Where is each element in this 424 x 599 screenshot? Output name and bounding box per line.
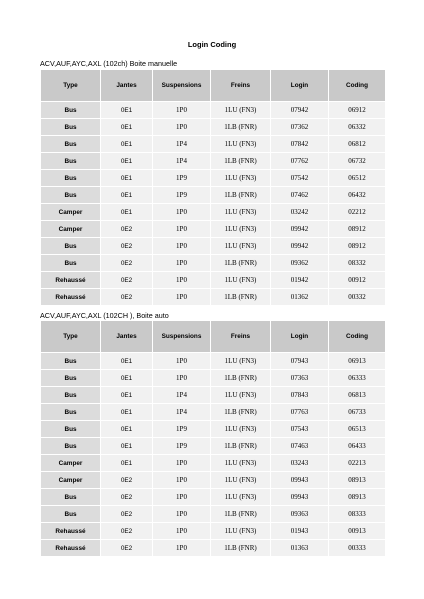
cell-freins: 1LB (FNR) — [211, 438, 271, 455]
table-row — [41, 404, 386, 421]
cell-jantes: 0E2 — [101, 489, 153, 506]
cell-login: 07462 — [271, 187, 329, 204]
table-row — [41, 455, 386, 472]
cell-suspensions: 1P9 — [153, 421, 211, 438]
cell-type: Bus — [41, 136, 101, 153]
cell-type: Camper — [41, 221, 101, 238]
cell-jantes: 0E2 — [101, 523, 153, 540]
cell-suspensions: 1P0 — [153, 221, 211, 238]
cell-suspensions: 1P0 — [153, 540, 211, 557]
table-row — [41, 204, 386, 221]
cell-coding: 06812 — [329, 136, 386, 153]
cell-coding: 08913 — [329, 472, 386, 489]
cell-type: Rehaussé — [41, 289, 101, 306]
cell-coding: 08333 — [329, 506, 386, 523]
cell-freins: 1LU (FN3) — [211, 421, 271, 438]
cell-freins: 1LB (FNR) — [211, 255, 271, 272]
cell-jantes: 0E1 — [101, 455, 153, 472]
cell-suspensions: 1P9 — [153, 170, 211, 187]
cell-jantes: 0E1 — [101, 136, 153, 153]
cell-coding: 00913 — [329, 523, 386, 540]
cell-type: Bus — [41, 170, 101, 187]
column-header-type: Type — [41, 70, 101, 102]
cell-freins: 1LU (FN3) — [211, 272, 271, 289]
cell-suspensions: 1P4 — [153, 404, 211, 421]
column-header-suspensions: Suspensions — [153, 321, 211, 353]
cell-suspensions: 1P0 — [153, 238, 211, 255]
cell-login: 01362 — [271, 289, 329, 306]
cell-freins: 1LU (FN3) — [211, 455, 271, 472]
cell-jantes: 0E2 — [101, 506, 153, 523]
table-row — [41, 421, 386, 438]
cell-freins: 1LU (FN3) — [211, 353, 271, 370]
cell-coding: 08913 — [329, 489, 386, 506]
cell-type: Bus — [41, 370, 101, 387]
column-header-login: Login — [271, 70, 329, 102]
column-header-suspensions: Suspensions — [153, 70, 211, 102]
cell-type: Bus — [41, 387, 101, 404]
cell-coding: 00333 — [329, 540, 386, 557]
table-row — [41, 136, 386, 153]
cell-type: Rehaussé — [41, 523, 101, 540]
table-row — [41, 353, 386, 370]
column-header-coding: Coding — [329, 321, 386, 353]
cell-login: 01942 — [271, 272, 329, 289]
cell-type: Camper — [41, 472, 101, 489]
cell-jantes: 0E1 — [101, 102, 153, 119]
cell-jantes: 0E1 — [101, 153, 153, 170]
cell-login: 07842 — [271, 136, 329, 153]
table-row — [41, 438, 386, 455]
cell-coding: 06433 — [329, 438, 386, 455]
column-header-jantes: Jantes — [101, 70, 153, 102]
cell-suspensions: 1P0 — [153, 272, 211, 289]
cell-type: Camper — [41, 204, 101, 221]
cell-login: 07543 — [271, 421, 329, 438]
cell-suspensions: 1P4 — [153, 136, 211, 153]
cell-suspensions: 1P0 — [153, 353, 211, 370]
cell-login: 07463 — [271, 438, 329, 455]
cell-suspensions: 1P0 — [153, 255, 211, 272]
cell-freins: 1LB (FNR) — [211, 540, 271, 557]
table-row — [41, 102, 386, 119]
table-row — [41, 506, 386, 523]
cell-freins: 1LB (FNR) — [211, 404, 271, 421]
cell-type: Bus — [41, 119, 101, 136]
cell-freins: 1LU (FN3) — [211, 238, 271, 255]
cell-jantes: 0E1 — [101, 421, 153, 438]
cell-coding: 00332 — [329, 289, 386, 306]
cell-login: 09942 — [271, 221, 329, 238]
table-row — [41, 489, 386, 506]
table-row — [41, 472, 386, 489]
cell-coding: 08332 — [329, 255, 386, 272]
cell-coding: 06813 — [329, 387, 386, 404]
cell-type: Bus — [41, 102, 101, 119]
cell-freins: 1LU (FN3) — [211, 523, 271, 540]
cell-freins: 1LB (FNR) — [211, 153, 271, 170]
cell-login: 09943 — [271, 472, 329, 489]
table-row — [41, 289, 386, 306]
cell-type: Bus — [41, 421, 101, 438]
cell-suspensions: 1P0 — [153, 506, 211, 523]
cell-login: 07942 — [271, 102, 329, 119]
cell-type: Bus — [41, 255, 101, 272]
cell-login: 07542 — [271, 170, 329, 187]
table-row — [41, 370, 386, 387]
section-subtitle: ACV,AUF,AYC,AXL (102CH ), Boite auto — [40, 311, 169, 320]
cell-freins: 1LB (FNR) — [211, 506, 271, 523]
table-row — [41, 238, 386, 255]
cell-coding: 06512 — [329, 170, 386, 187]
cell-jantes: 0E1 — [101, 404, 153, 421]
cell-login: 07362 — [271, 119, 329, 136]
cell-freins: 1LU (FN3) — [211, 489, 271, 506]
cell-type: Bus — [41, 506, 101, 523]
cell-coding: 06332 — [329, 119, 386, 136]
login-table-auto — [40, 320, 386, 557]
table-row — [41, 221, 386, 238]
cell-jantes: 0E2 — [101, 221, 153, 238]
cell-jantes: 0E2 — [101, 238, 153, 255]
cell-jantes: 0E2 — [101, 289, 153, 306]
column-header-jantes: Jantes — [101, 321, 153, 353]
cell-jantes: 0E2 — [101, 472, 153, 489]
table-row — [41, 153, 386, 170]
cell-jantes: 0E2 — [101, 540, 153, 557]
cell-suspensions: 1P0 — [153, 289, 211, 306]
cell-suspensions: 1P0 — [153, 455, 211, 472]
cell-jantes: 0E1 — [101, 353, 153, 370]
cell-login: 07943 — [271, 353, 329, 370]
table-row — [41, 187, 386, 204]
cell-coding: 06732 — [329, 153, 386, 170]
cell-jantes: 0E2 — [101, 255, 153, 272]
column-header-type: Type — [41, 321, 101, 353]
cell-coding: 06912 — [329, 102, 386, 119]
column-header-freins: Freins — [211, 70, 271, 102]
cell-login: 01363 — [271, 540, 329, 557]
cell-suspensions: 1P0 — [153, 489, 211, 506]
cell-login: 01943 — [271, 523, 329, 540]
cell-suspensions: 1P0 — [153, 370, 211, 387]
cell-suspensions: 1P9 — [153, 187, 211, 204]
table-header-row — [41, 70, 386, 102]
cell-jantes: 0E1 — [101, 438, 153, 455]
cell-coding: 02213 — [329, 455, 386, 472]
page-title: Login Coding — [187, 40, 237, 49]
cell-type: Bus — [41, 238, 101, 255]
cell-login: 03242 — [271, 204, 329, 221]
cell-suspensions: 1P4 — [153, 387, 211, 404]
cell-freins: 1LU (FN3) — [211, 204, 271, 221]
login-table-manual — [40, 69, 386, 306]
cell-type: Rehaussé — [41, 540, 101, 557]
column-header-coding: Coding — [329, 70, 386, 102]
cell-jantes: 0E1 — [101, 187, 153, 204]
cell-jantes: 0E1 — [101, 387, 153, 404]
cell-coding: 08912 — [329, 221, 386, 238]
cell-freins: 1LB (FNR) — [211, 187, 271, 204]
cell-suspensions: 1P0 — [153, 204, 211, 221]
cell-jantes: 0E1 — [101, 204, 153, 221]
cell-suspensions: 1P0 — [153, 523, 211, 540]
cell-coding: 08912 — [329, 238, 386, 255]
cell-freins: 1LU (FN3) — [211, 136, 271, 153]
cell-freins: 1LU (FN3) — [211, 472, 271, 489]
cell-login: 07763 — [271, 404, 329, 421]
table-row — [41, 119, 386, 136]
cell-type: Bus — [41, 353, 101, 370]
cell-login: 07363 — [271, 370, 329, 387]
table-row — [41, 523, 386, 540]
cell-type: Bus — [41, 187, 101, 204]
cell-coding: 06333 — [329, 370, 386, 387]
cell-login: 09362 — [271, 255, 329, 272]
cell-suspensions: 1P0 — [153, 119, 211, 136]
cell-coding: 06913 — [329, 353, 386, 370]
cell-coding: 06432 — [329, 187, 386, 204]
cell-jantes: 0E2 — [101, 272, 153, 289]
table-row — [41, 387, 386, 404]
cell-suspensions: 1P0 — [153, 102, 211, 119]
cell-freins: 1LB (FNR) — [211, 119, 271, 136]
cell-login: 09363 — [271, 506, 329, 523]
cell-freins: 1LU (FN3) — [211, 387, 271, 404]
cell-coding: 06733 — [329, 404, 386, 421]
table-header-row — [41, 321, 386, 353]
cell-login: 07843 — [271, 387, 329, 404]
cell-coding: 06513 — [329, 421, 386, 438]
cell-jantes: 0E1 — [101, 170, 153, 187]
cell-freins: 1LU (FN3) — [211, 102, 271, 119]
cell-jantes: 0E1 — [101, 119, 153, 136]
cell-type: Bus — [41, 438, 101, 455]
cell-type: Bus — [41, 404, 101, 421]
cell-freins: 1LU (FN3) — [211, 170, 271, 187]
cell-suspensions: 1P0 — [153, 472, 211, 489]
column-header-login: Login — [271, 321, 329, 353]
cell-suspensions: 1P4 — [153, 153, 211, 170]
cell-suspensions: 1P9 — [153, 438, 211, 455]
cell-login: 03243 — [271, 455, 329, 472]
cell-type: Bus — [41, 153, 101, 170]
cell-freins: 1LU (FN3) — [211, 221, 271, 238]
table-row — [41, 170, 386, 187]
cell-freins: 1LB (FNR) — [211, 289, 271, 306]
section-subtitle: ACV,AUF,AYC,AXL (102ch) Boite manuelle — [40, 59, 178, 68]
cell-jantes: 0E1 — [101, 370, 153, 387]
cell-freins: 1LB (FNR) — [211, 370, 271, 387]
cell-coding: 02212 — [329, 204, 386, 221]
column-header-freins: Freins — [211, 321, 271, 353]
table-row — [41, 540, 386, 557]
cell-login: 09942 — [271, 238, 329, 255]
table-row — [41, 255, 386, 272]
cell-coding: 00912 — [329, 272, 386, 289]
table-row — [41, 272, 386, 289]
cell-login: 07762 — [271, 153, 329, 170]
cell-type: Rehaussé — [41, 272, 101, 289]
cell-type: Camper — [41, 455, 101, 472]
cell-login: 09943 — [271, 489, 329, 506]
cell-type: Bus — [41, 489, 101, 506]
